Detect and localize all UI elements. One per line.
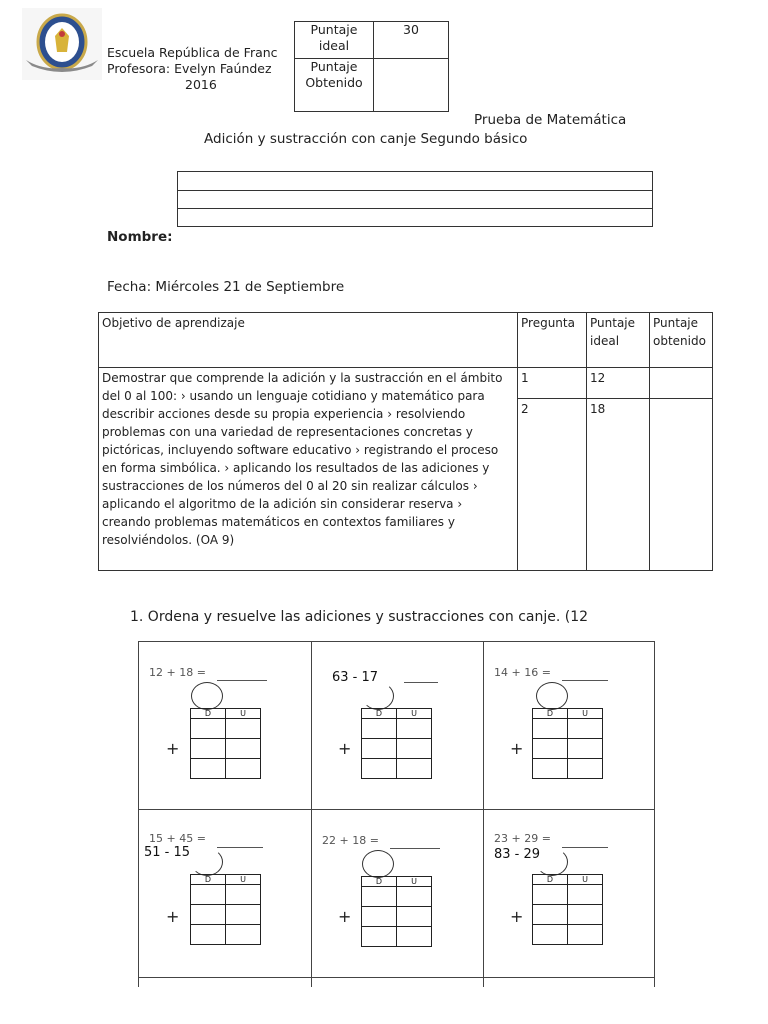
units-label: U bbox=[568, 709, 603, 719]
carry-circle[interactable] bbox=[536, 848, 568, 876]
units-label: U bbox=[397, 877, 432, 887]
obtained-score-value bbox=[374, 59, 449, 112]
plus-sign: + bbox=[510, 739, 524, 758]
exercise-cell bbox=[312, 978, 484, 987]
carry-circle[interactable] bbox=[191, 848, 223, 876]
units-label: U bbox=[568, 875, 603, 885]
carry-circle[interactable] bbox=[362, 682, 394, 710]
handwritten-operation: 22 + 18 = bbox=[322, 834, 379, 847]
exercise-cell bbox=[139, 978, 312, 987]
question-1: 1. Ordena y resuelve las adiciones y sustracciones con canje. (12 bbox=[130, 609, 589, 625]
handwritten-operation: 23 + 29 = bbox=[494, 832, 551, 845]
place-value-table[interactable] bbox=[190, 874, 261, 945]
handwritten-operation: 15 + 45 = bbox=[149, 832, 206, 845]
score-box bbox=[294, 21, 449, 112]
tens-label: D bbox=[191, 709, 226, 719]
objective-header: Objetivo de aprendizaje bbox=[99, 313, 518, 368]
exercise-cell bbox=[312, 642, 484, 810]
ideal-points: 18 bbox=[587, 399, 650, 571]
typed-operation: 51 - 15 bbox=[144, 845, 191, 860]
answer-line[interactable] bbox=[562, 680, 608, 681]
exercise-cell bbox=[484, 642, 655, 810]
units-label: U bbox=[397, 709, 432, 719]
test-title: Prueba de Matemática bbox=[474, 112, 627, 128]
school-logo bbox=[22, 8, 102, 80]
exercise-cell bbox=[312, 810, 484, 978]
tens-label: D bbox=[533, 875, 568, 885]
exercise-cell bbox=[139, 642, 312, 810]
tens-label: D bbox=[533, 709, 568, 719]
ideal-score-value: 30 bbox=[374, 22, 449, 59]
school-name: Escuela República de Franc bbox=[107, 45, 278, 60]
test-subtitle: Adición y sustracción con canje Segundo básico bbox=[204, 131, 528, 147]
name-box[interactable] bbox=[177, 171, 653, 227]
obtained-header: Puntaje obtenido bbox=[650, 313, 713, 368]
obtained-points bbox=[650, 399, 713, 571]
exercise-cell bbox=[484, 978, 655, 987]
units-label: U bbox=[226, 875, 261, 885]
ideal-score-label: Puntaje ideal bbox=[295, 22, 374, 59]
plus-sign: + bbox=[510, 907, 524, 926]
plus-sign: + bbox=[166, 907, 180, 926]
tens-label: D bbox=[191, 875, 226, 885]
carry-circle[interactable] bbox=[536, 682, 568, 710]
plus-sign: + bbox=[338, 739, 352, 758]
exercise-grid bbox=[138, 641, 655, 987]
name-line bbox=[178, 190, 652, 191]
plus-sign: + bbox=[338, 907, 352, 926]
name-line bbox=[178, 208, 652, 209]
obtained-score-label: Puntaje Obtenido bbox=[295, 59, 374, 112]
units-label: U bbox=[226, 709, 261, 719]
question-header: Pregunta bbox=[518, 313, 587, 368]
answer-line[interactable] bbox=[217, 680, 267, 681]
date-label: Fecha: Miércoles 21 de Septiembre bbox=[107, 279, 345, 295]
question-number: 2 bbox=[518, 399, 587, 571]
school-info bbox=[107, 45, 278, 93]
handwritten-operation: 14 + 16 = bbox=[494, 666, 551, 679]
tens-label: D bbox=[362, 877, 397, 887]
typed-operation: 63 - 17 bbox=[332, 670, 379, 685]
answer-line[interactable] bbox=[217, 847, 263, 848]
ideal-header: Puntaje ideal bbox=[587, 313, 650, 368]
plus-sign: + bbox=[166, 739, 180, 758]
objectives-table bbox=[98, 312, 713, 571]
place-value-table[interactable] bbox=[190, 708, 261, 779]
question-number: 1 bbox=[518, 368, 587, 399]
answer-line[interactable] bbox=[562, 847, 608, 848]
carry-circle[interactable] bbox=[191, 682, 223, 710]
handwritten-operation: 12 + 18 = bbox=[149, 666, 206, 679]
answer-line[interactable] bbox=[404, 682, 438, 683]
tens-label: D bbox=[362, 709, 397, 719]
ideal-points: 12 bbox=[587, 368, 650, 399]
obtained-points bbox=[650, 368, 713, 399]
typed-operation: 83 - 29 bbox=[494, 847, 541, 862]
exercise-cell bbox=[139, 810, 312, 978]
teacher-name: Profesora: Evelyn Faúndez bbox=[107, 61, 272, 76]
answer-line[interactable] bbox=[390, 848, 440, 849]
place-value-table[interactable] bbox=[361, 708, 432, 779]
place-value-table[interactable] bbox=[532, 874, 603, 945]
school-year: 2016 bbox=[185, 77, 217, 92]
objective-text: Demostrar que comprende la adición y la sustracción en el ámbito del 0 al 100: › usando un lenguaje cotidiano y matemático para describir acciones desde su propia experiencia › resolviendo problemas con una variedad de representaciones concretas y pictóricas, incluyendo software educativo › registrando el proceso en forma simbólica. › aplicando los resultados de las adiciones y sustracciones de los números del 0 al 20 sin realizar cálculos › aplicando el algoritmo de la adición sin considerar reserva › creando problemas matemáticos en contextos familiares y resolviéndolos. (OA 9) bbox=[99, 368, 518, 571]
place-value-table[interactable] bbox=[532, 708, 603, 779]
place-value-table[interactable] bbox=[361, 876, 432, 947]
carry-circle[interactable] bbox=[362, 850, 394, 878]
name-label: Nombre: bbox=[107, 229, 173, 245]
exercise-cell bbox=[484, 810, 655, 978]
